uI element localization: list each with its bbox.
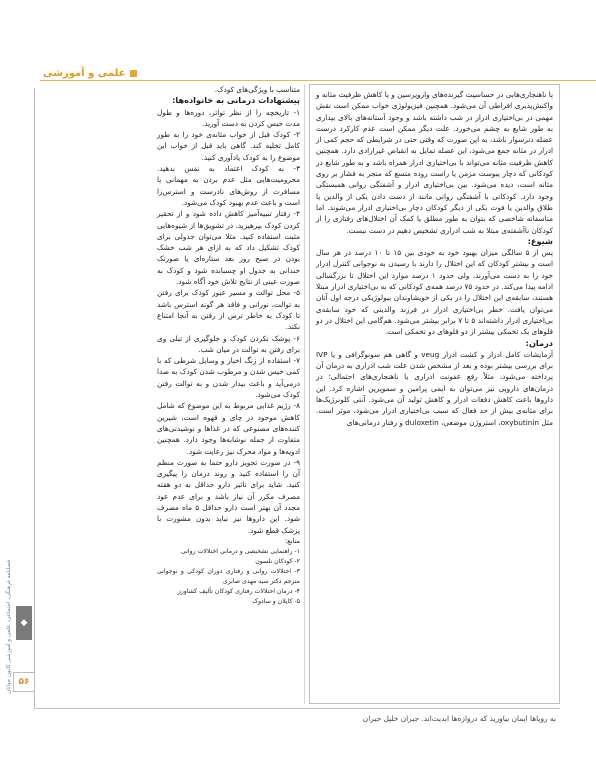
footer-rule bbox=[34, 708, 560, 709]
treatment-paragraph: آزمایشات کامل ادرار و کشت ادرار veug و گاهی هم سونوگرافی و یا IVP برای بررسی بیشتر بوده و بعد از مشخص شدن علت شب ادراری به درمان آن پرداخته می‌شود، مثلاً رفع عفونت ادراری یا ناهنجاری‌های احتمالی؛ در درمان‌های دارویی نیز می‌توان به ایمی پرامین و سموپرین اشاره کرد. این داروها باعث کاهش دفعات ادرار و کاهش تولید آن می‌شود. آنتی کلونرژیک‌ها برای مثانه‌ی بیش از حد فعال که سبب بی‌اختیاری ادرار می‌شود، موثر است. مثل oxybutinin، استروژن موضعی، duloxetin و رفتار درمانی‌های bbox=[316, 349, 553, 427]
suggestion-item: ۷- استفاده از زنگ اخبار و وسایل شرطی که با کمی خیس شدن و مرطوب شدن کودک به صدا درمی‌آید و باعث بیدار شدن و به توالت رفتن کودک می‌شود. bbox=[157, 356, 300, 400]
column-divider bbox=[304, 84, 305, 704]
bullet-square-icon bbox=[130, 70, 137, 77]
suggestion-item: ۵- محل توالت و مسیر عبور کودک برای رفتن به توالت، نورانی و فاقد هر گونه استرس باشد تا کودک به خاطر ترس از رفتن به آنجا امتناع نکند. bbox=[157, 288, 300, 332]
intro-paragraph: یا ناهنجاری‌هایی در حساسیت گیرنده‌های وازوپرسین و یا کاهش ظرفیت مثانه و واکنش‌پذیری افراطی آن می‌شود. همچنین فیزیولوژی خواب ممکن است نقش مهمی در بی‌اختیاری ادرار در شب داشته باشد و وجود آستانه‌های بالای بیداری به طور شایع به چشم می‌خورد. علت دیگر ممکن است عدم کارکرد درست عضله دترسوار باشد، به این صورت که وقتی حتی در شرایطی که حجم کمی از ادرار در مثانه جمع می‌شود، این عضله تمایل به انقباض غیرارادی دارد. همچنین کاهش ظرفیت مثانه می‌تواند با بی‌اختیاری ادرار همراه باشد و به طور شایع در کودکانی که دچار یبوست مزمن یا راست روده متسع که منجر به فشار بر روی مثانه است، دیده می‌شود. بین بی‌اختیاری ادرار و آشفتگی روانی همبستگی وجود دارد. کودکانی با آشفتگی روانی مانند از دست دادن یکی از والدین یا طلاق والدین یا فوت یکی از دیگر کودکان دچار بی‌اختیاری ادرار می‌شوند. اما متاسفانه شاخصی که بتوان به طور مطلق یا کمک آن اختلال‌های رفتاری را از کودکان ناآشفته‌ی مبتلا به شب ادراری تشخیص دهیم در دست نیست. bbox=[316, 90, 553, 235]
suggestion-item: ۹- در صورت تجویز دارو حتما به صورت منظم آن را استفاده کنید و روند درمان را پیگیری کنید. شاید برای تاثیر دارو حداقل به دو هفته مصرف مکرر آن نیاز باشد و برای عدم عود مجدد آن بهتر است دارو حداقل ۵ ماه مصرف شود. این داروها نیز نباید بدون مشورت با پزشک قطع شود. bbox=[157, 457, 301, 535]
suggestion-item: ۱- تاریخچه را از نظر تواتر، دوره‌ها و طول مدت حبس کردن به دست آورید. bbox=[157, 107, 300, 128]
treatment-heading: درمان: bbox=[525, 337, 553, 348]
references-heading: منابع: bbox=[284, 536, 300, 545]
section-label-text: علمی و آموزشی bbox=[43, 68, 126, 79]
page-number: ۵۶ bbox=[13, 672, 35, 692]
suggestion-item: ۶- پوشک نکردن کودک و جلوگیری از تبلی وی برای رفتن به توالت در میان شب. bbox=[157, 333, 300, 354]
gutter-line bbox=[34, 88, 35, 708]
magazine-title: فصلنامه فرهنگی، اجتماعی، علمی و آموزشی کانون جوانان bbox=[6, 560, 12, 694]
reference-item: ۴- درمان اختلالات رفتاری کودکان تألیف کشاورز bbox=[177, 588, 300, 596]
left-column bbox=[155, 84, 302, 704]
suggestion-item: ۴- رفتار تنبیه‌آمیز کاهش داده شود و از تحقیر کردن کودک بپرهیزید. در تشویق‌ها از شیوه‌هایی مثبت استفاده کنید. مثلا می‌توان جدولی برای کودک تشکیل داد که به ازای هر شب خشک بودن در صبح روز بعد ستاره‌ای یا صورتک خندانی به جدول او چسبانده شود و کودک به صورت عینی از نتایج تلاش خود آگاه شود. bbox=[157, 209, 300, 287]
magazine-logo-icon: ◆ bbox=[16, 606, 32, 640]
reference-item: ۱- راهنمایی تشخیصی و درمانی اختلالات روانی bbox=[180, 548, 300, 556]
suggestions-heading: پیشنهادات درمانی به خانواده‌ها: bbox=[172, 95, 300, 106]
right-column bbox=[309, 84, 560, 704]
section-label bbox=[43, 68, 137, 79]
continuation-text: متناسب با ویژگی‌های کودک. bbox=[214, 85, 300, 94]
header-rule bbox=[40, 80, 596, 81]
prevalence-paragraph: پس از ۵ سالگی میزان بهبود خود به خودی بین ۱۵ تا ۱۰ درصد در هر سال است و بیشتر کودکان که این اختلال را دارند با رسیدن به نوجوانی کنترل ادرار خود را به دست می‌آورند، ولی حدود ۱ درصد موارد این اختلال تا بزرگسالی ادامه پیدا می‌کند. در حدود ۷۵ درصد همه‌ی کودکانی که به بی‌اختیاری ادرار مبتلا هستند، سابقه‌ی این اختلال را در یکی از خویشاوندان بیولوژیکی درجه اول آنان می‌توان یافت. خطر بی‌اختیاری ادرار در فرزند والدینی که خود سابقه‌ی بی‌اختیاری ادرار داشته‌اند ۵ تا ۷ برابر بیشتر می‌شود. هم‌گامی این اختلال در دو قلوهای یک تخمکی بیشتر از دو قلوهای دو تخمکی است. bbox=[316, 248, 553, 337]
suggestion-item: ۸- رژیم غذایی مربوط به این موضوع که شامل کاهش موجود در چای و قهوه است، شیرین کننده‌های مصنوعی که در غذاها و نوشیدنی‌های متفاوت از جمله نوشابه‌ها وجود دارد. همچنین ادویه‌ها و مواد محرک نیز رعایت شود. bbox=[157, 401, 300, 456]
reference-item: ۳- اختلالات روانی و رفتاری دوران کودکی و نوجوانی مترجم دکتر سید مهدی صابری bbox=[157, 568, 300, 586]
prevalence-heading: شیوع: bbox=[527, 235, 553, 246]
reference-item: ۲- کودکان نلسون bbox=[255, 558, 300, 566]
footer-quote: به رویاها ایمان بیاورید که دروازه‌ها ابدیت‌اند. جبران خلیل جبران bbox=[362, 714, 556, 723]
suggestion-item: ۳- به کودک اعتماد به نفس بدهید. محرومیت‌هایی مثل عدم بردن به مهمانی یا مسافرت از روش‌های نادرست و استرس‌زا است و باعث عدم بهبود کودک می‌شود. bbox=[157, 164, 300, 207]
reference-item: ۵- کاپلان و سادوک bbox=[252, 598, 300, 606]
references-list bbox=[157, 547, 300, 607]
suggestion-item: ۲- کودک قبل از خواب مثانه‌ی خود را به طور کامل تخلیه کند. گاهی باید قبل از خواب این موضوع را به کودک یادآوری کنید. bbox=[157, 130, 300, 162]
